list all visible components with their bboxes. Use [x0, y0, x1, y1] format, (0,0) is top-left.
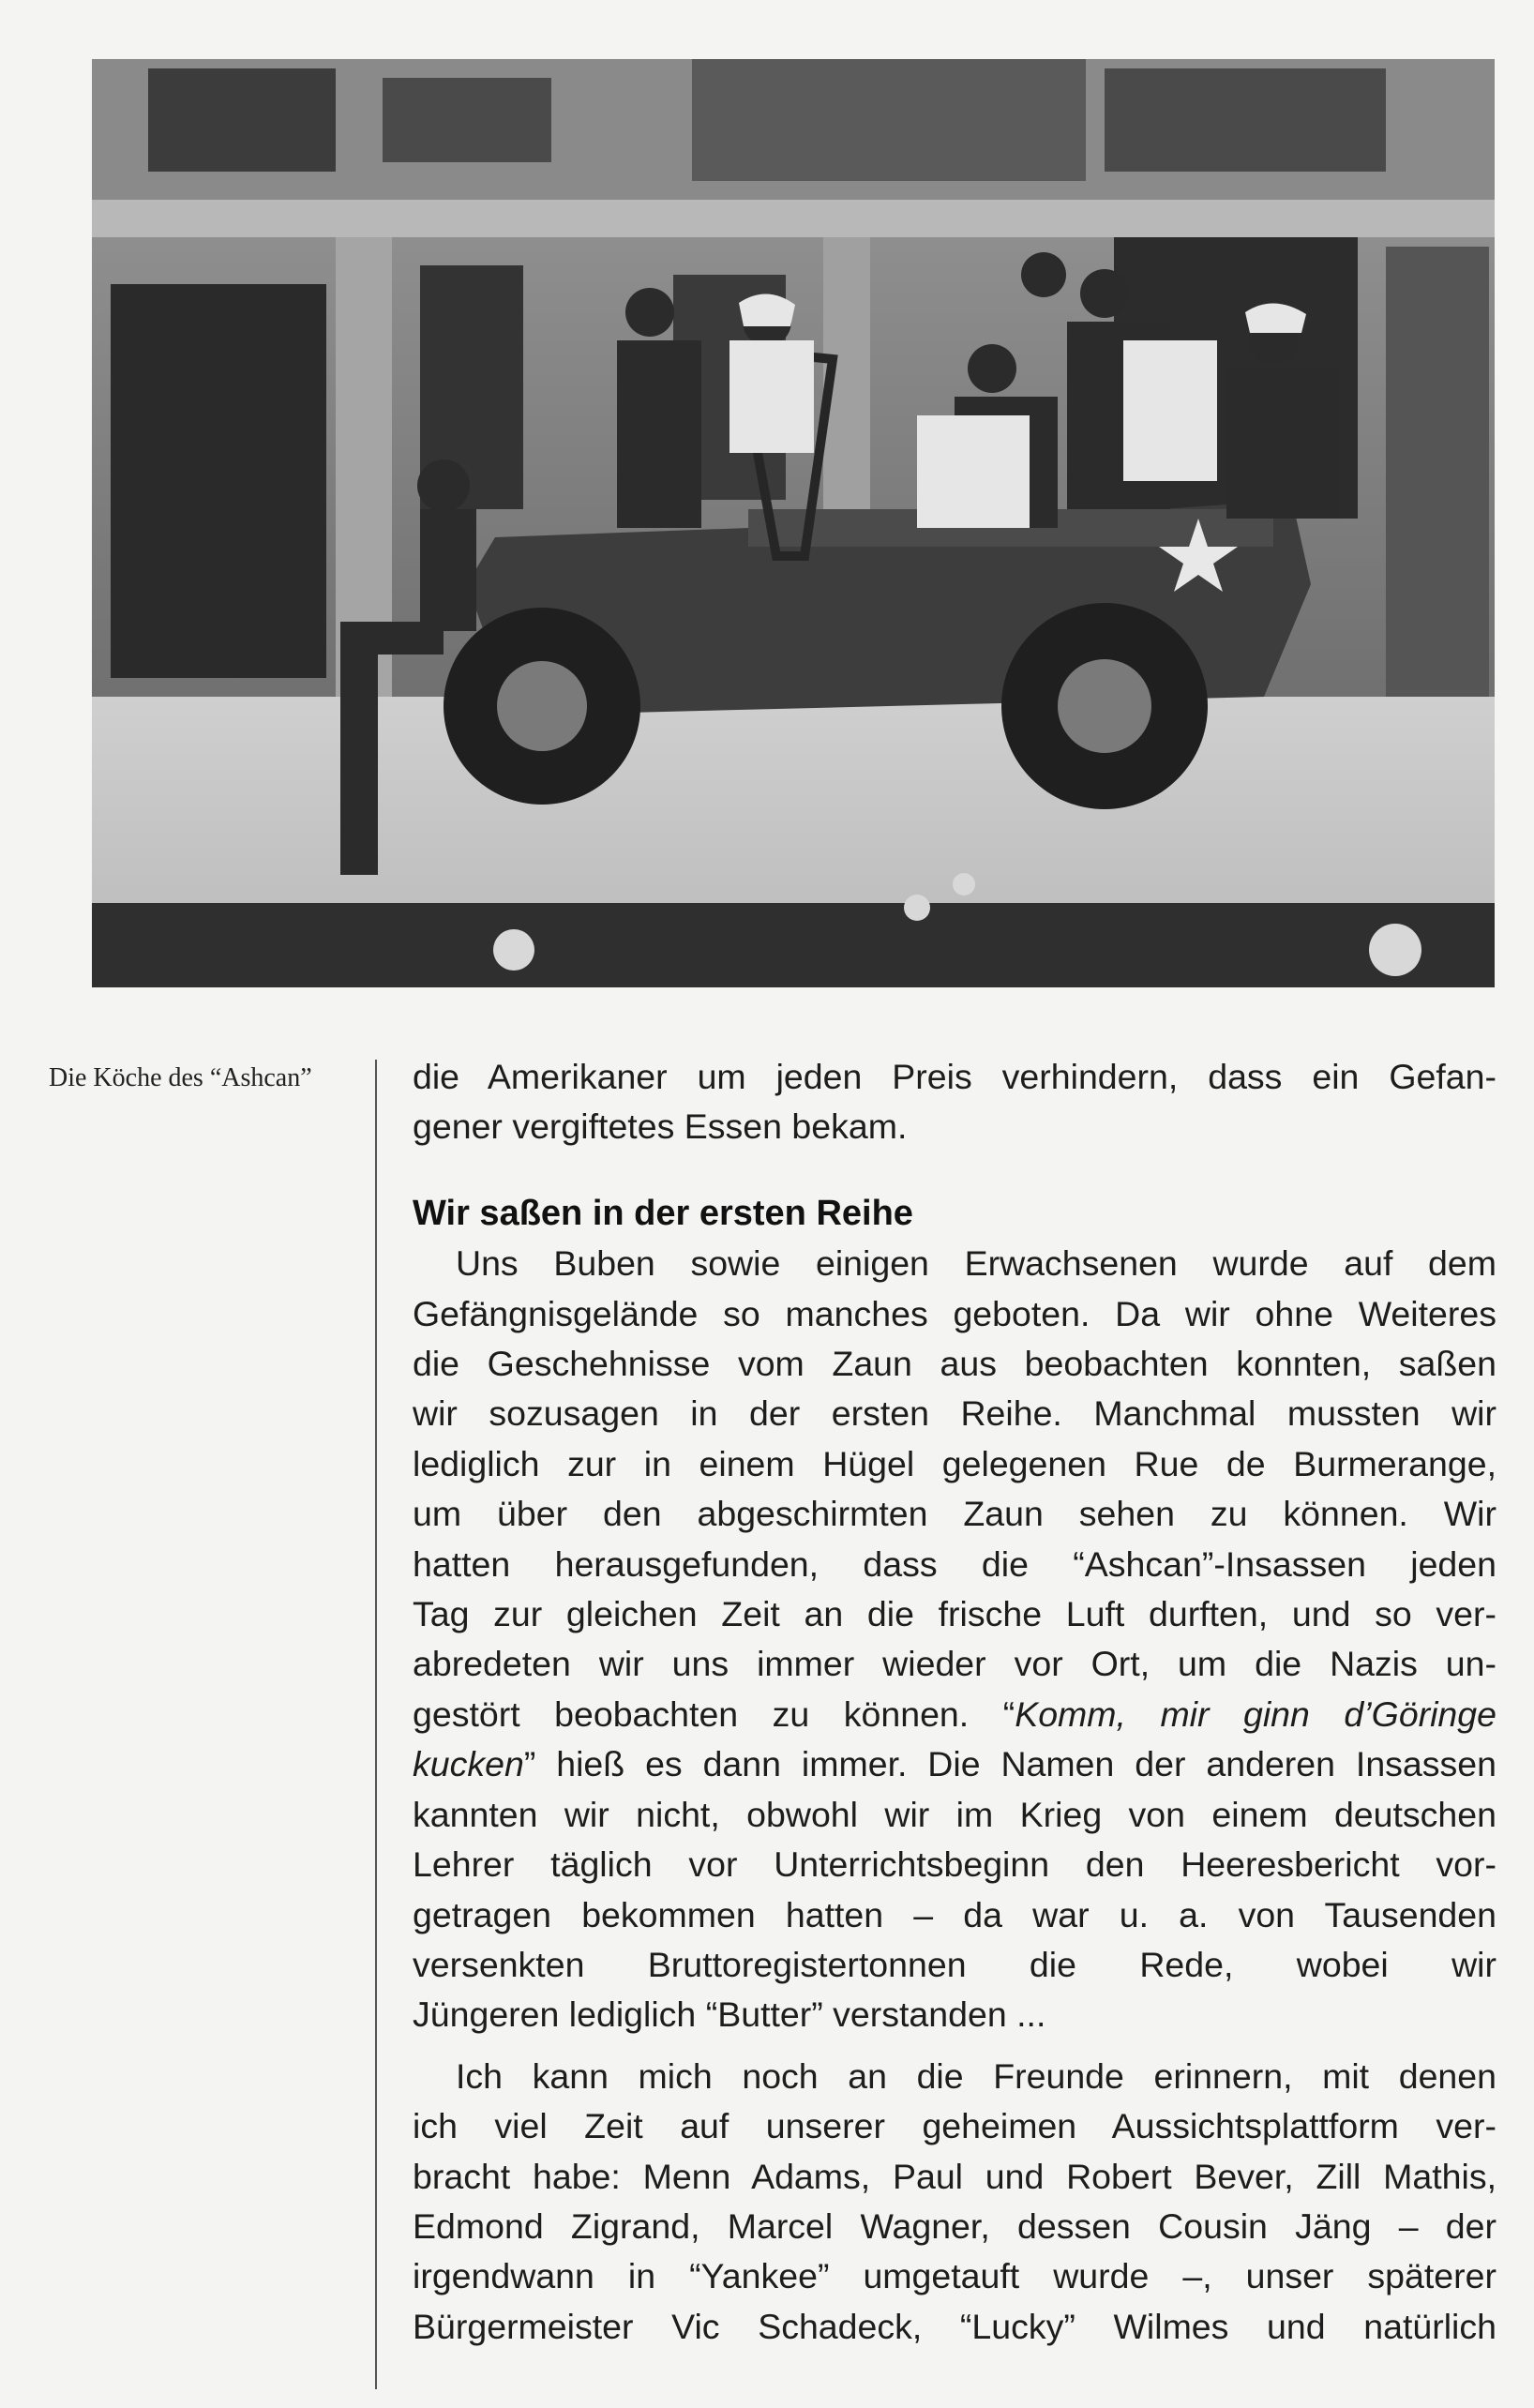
photo-illustration	[92, 59, 1495, 987]
text-line: um über den abgeschirmten Zaun sehen zu können. Wir	[413, 1494, 1496, 1534]
text-line: hatten herausgefunden, dass die “Ashcan”-Insassen jeden	[413, 1543, 1496, 1584]
text-line	[413, 1690, 1496, 1739]
quote-italic: kucken	[413, 1744, 524, 1784]
photo-cooks-on-jeep	[92, 59, 1495, 987]
column-divider	[375, 1060, 377, 2389]
text-line: die Geschehnisse vom Zaun aus beobachten konnten, saßen	[413, 1344, 1496, 1384]
text-line: getragen bekommen hatten – da war u. a. von Tausenden	[413, 1894, 1496, 1934]
text-line: Tag zur gleichen Zeit an die frische Luft durften, und so ver-	[413, 1594, 1496, 1634]
text-line	[413, 1739, 1496, 1789]
text-line: Lehrer täglich vor Unterrichtsbeginn den Heeresbericht vor-	[413, 1844, 1496, 1885]
text-line: Uns Buben sowie einigen Erwachsenen wurde auf dem	[456, 1243, 1496, 1284]
text-line: abredeten wir uns immer wieder vor Ort, um die Nazis un-	[413, 1644, 1496, 1684]
text-line: Gefängnisgelände so manches geboten. Da wir ohne Weiteres	[413, 1293, 1496, 1333]
text-line: die Amerikaner um jeden Preis verhindern, dass ein Gefan-	[413, 1057, 1496, 1096]
text-line: irgendwann in “Yankee” umgetauft wurde –, unser späterer	[413, 2256, 1496, 2296]
quote-italic: Komm, mir ginn d’Göringe	[1015, 1693, 1496, 1734]
text-line: ich viel Zeit auf unserer geheimen Aussichtsplattform ver-	[413, 2106, 1496, 2146]
photo-caption: Die Köche des “Ashcan”	[49, 1063, 312, 1092]
text-segment: ” hieß es dann immer. Die Namen der anderen Insassen	[523, 1744, 1496, 1784]
text-line: wir sozusagen in der ersten Reihe. Manchmal mussten wir	[413, 1393, 1496, 1434]
article-body	[413, 1052, 1496, 2352]
text-line: Ich kann mich noch an die Freunde erinnern, mit denen	[456, 2055, 1496, 2096]
text-segment: gestört beobachten zu können. “	[413, 1693, 1015, 1734]
text-line: Jüngeren lediglich “Butter” verstanden ...	[413, 1994, 1046, 2035]
text-line: gener vergiftetes Essen bekam.	[413, 1106, 908, 1147]
text-line: kannten wir nicht, obwohl wir im Krieg von einem deutschen	[413, 1794, 1496, 1834]
text-line: versenkten Bruttoregistertonnen die Rede, wobei wir	[413, 1944, 1496, 1984]
text-line: Bürgermeister Vic Schadeck, “Lucky” Wilmes und natürlich	[413, 2306, 1496, 2346]
section-heading: Wir saßen in der ersten Reihe	[413, 1193, 913, 1233]
text-line: Edmond Zigrand, Marcel Wagner, dessen Cousin Jäng – der	[413, 2205, 1496, 2246]
text-line: bracht habe: Menn Adams, Paul und Robert Bever, Zill Mathis,	[413, 2156, 1496, 2196]
text-line: lediglich zur in einem Hügel gelegenen Rue de Burmerange,	[413, 1443, 1496, 1483]
